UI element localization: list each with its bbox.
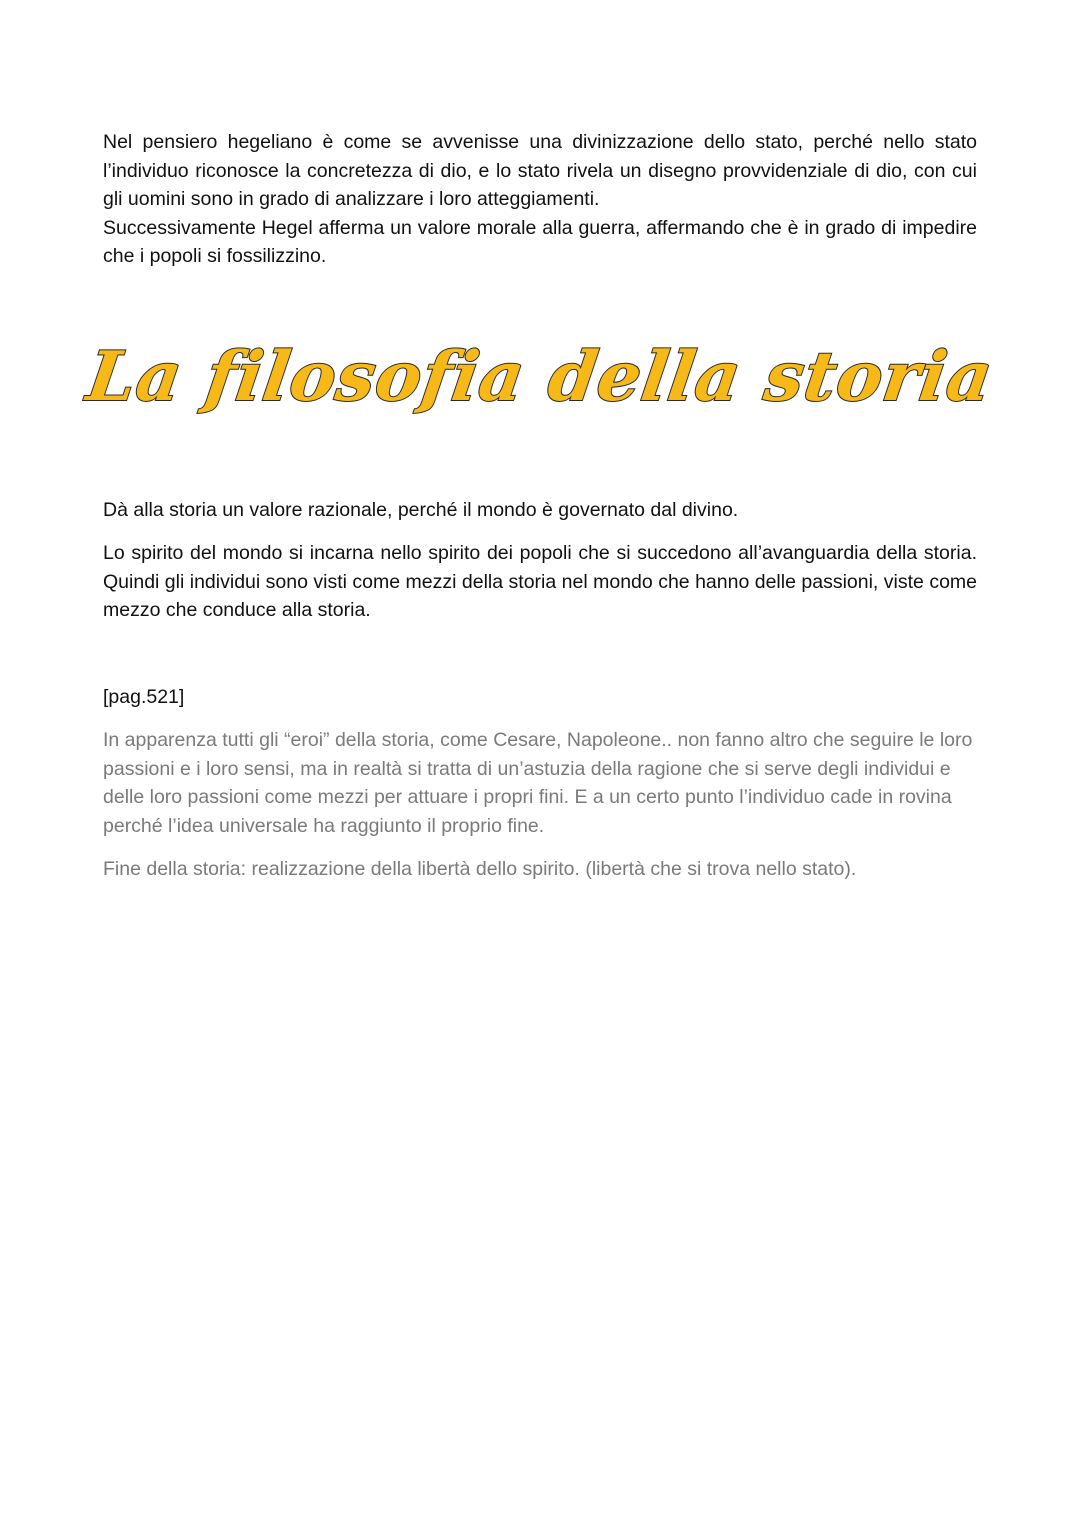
section-title-container [0, 322, 1080, 432]
paragraph-rational-history: Dà alla storia un valore razionale, perché il mondo è governato dal divino. [103, 499, 739, 521]
section-title: La filosofia della storia [82, 337, 998, 417]
page-reference: [pag.521] [103, 686, 185, 708]
intro-paragraph-war: Successivamente Hegel afferma un valore morale alla guerra, affermando che è in grado di impedire che i popoli si fossilizzino. [103, 216, 977, 268]
quote-end-of-history: Fine della storia: realizzazione della libertà dello spirito. (libertà che si trova nello stato). [103, 858, 857, 880]
paragraph-world-spirit: Lo spirito del mondo si incarna nello spirito dei popoli che si succedono all’avanguardia della storia. Quindi gli individui sono visti come mezzi della storia nel mondo che hanno delle passioni, viste come mezzo che conduce alla storia. [103, 542, 977, 622]
intro-section [103, 128, 977, 271]
quote-paragraph: In apparenza tutti gli “eroi” della storia, come Cesare, Napoleone.. non fanno altro che seguire le loro passioni e i loro sensi, ma in realtà si tratta di un’astuzia della ragione che si serve degli individui e delle loro passioni come mezzi per attuare i propri fini. E a un certo punto l’individuo cade in rovina perché l’idea universale ha raggiunto il proprio fine. [103, 729, 973, 837]
intro-paragraph-state: Nel pensiero hegeliano è come se avvenisse una divinizzazione dello stato, perché nello stato l’individuo riconosce la concretezza di dio, e lo stato rivela un disegno provvidenziale di dio, con cui gli uomini sono in grado di analizzare i loro atteggiamenti. [103, 131, 977, 211]
